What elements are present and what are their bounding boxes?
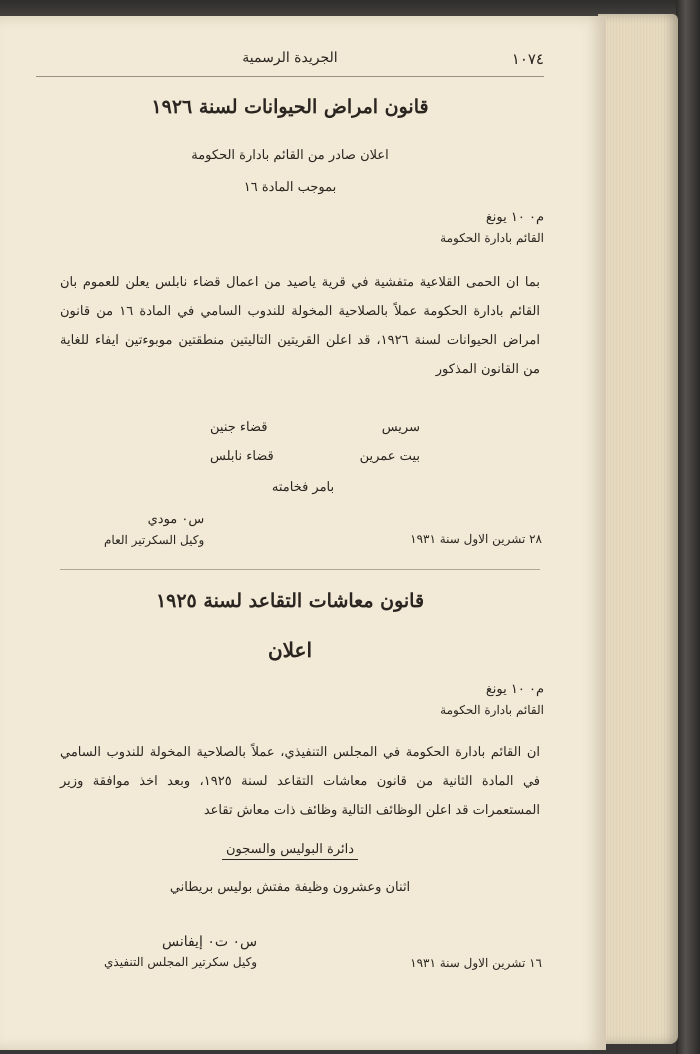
section2-signature [104, 932, 257, 972]
section1-title: قانون امراض الحيوانات لسنة ١٩٢٦ [151, 96, 429, 118]
official-title: القائم بادارة الحكومة [440, 231, 544, 245]
signer-title: وكيل سكرتير المجلس التنفيذي [104, 955, 258, 969]
section1-signature [104, 510, 204, 550]
section-divider [60, 569, 540, 570]
official-title: القائم بادارة الحكومة [440, 703, 544, 717]
village-row [210, 442, 420, 471]
section2-body: ان القائم بادارة الحكومة في المجلس التنفيذي، عملاً بالصلاحية المخولة للندوب السامي في المادة الثانية من قانون معاشات التقاعد لسنة ١٩٢٥، وبعد اخذ موافقة وزير المستعمرات قد اعلن الوظائف التالية وظائف ذات معاش تقاعد [60, 745, 540, 818]
department-heading [36, 842, 544, 857]
section2-title: قانون معاشات التقاعد لسنة ١٩٢٥ [155, 590, 425, 612]
page-stack-edge [598, 14, 678, 1044]
official-name: م٠ ١٠ يونغ [485, 210, 544, 225]
department-name: دائرة البوليس والسجون [222, 842, 358, 860]
villages-list [210, 413, 420, 471]
district-name: قضاء نابلس [210, 449, 274, 464]
village-name: سريس [381, 420, 420, 435]
section1-body: بما ان الحمى القلاعية متفشية في قرية ياصيد من اعمال قضاء نابلس يعلن للعموم بان القائم بادارة الحكومة عملاً بالصلاحية المخولة للندوب السامي في المادة ١٦ من قانون امراض الحيوانات لسنة ١٩٢٦، قد اعلن القريتين التاليتين منطقتين موبوءتين ايفاء للغاية من القانون المذكور [60, 275, 540, 377]
section1-date: ٢٨ تشرين الاول سنة ١٩٣١ [410, 532, 542, 546]
section1-official [440, 208, 544, 248]
by-order: بامر فخامته [271, 480, 335, 495]
section2-date: ١٦ تشرين الاول سنة ١٩٣١ [410, 956, 542, 970]
gazette-page [0, 16, 606, 1050]
book-cover-edge [676, 0, 700, 1054]
signer-name: س٠ مودي [147, 512, 205, 527]
village-name: بيت عمرين [359, 449, 420, 464]
district-name: قضاء جنين [210, 420, 268, 435]
position-line: اثنان وعشرون وظيفة مفتش بوليس بريطاني [169, 880, 411, 895]
signer-name: س٠ ت٠ إيفانس [161, 934, 258, 950]
section1-subtitle: اعلان صادر من القائم بادارة الحكومة [191, 148, 389, 163]
page-number: ١٠٧٤ [511, 50, 544, 68]
official-name: م٠ ١٠ يونغ [485, 682, 544, 697]
section2-official [440, 680, 544, 720]
section1-article: بموجب المادة ١٦ [243, 180, 337, 195]
village-row [210, 413, 420, 442]
page-header [36, 46, 544, 77]
signer-title: وكيل السكرتير العام [104, 533, 205, 547]
journal-name: الجريدة الرسمية [242, 50, 338, 66]
section2-subtitle: اعلان [267, 638, 313, 662]
